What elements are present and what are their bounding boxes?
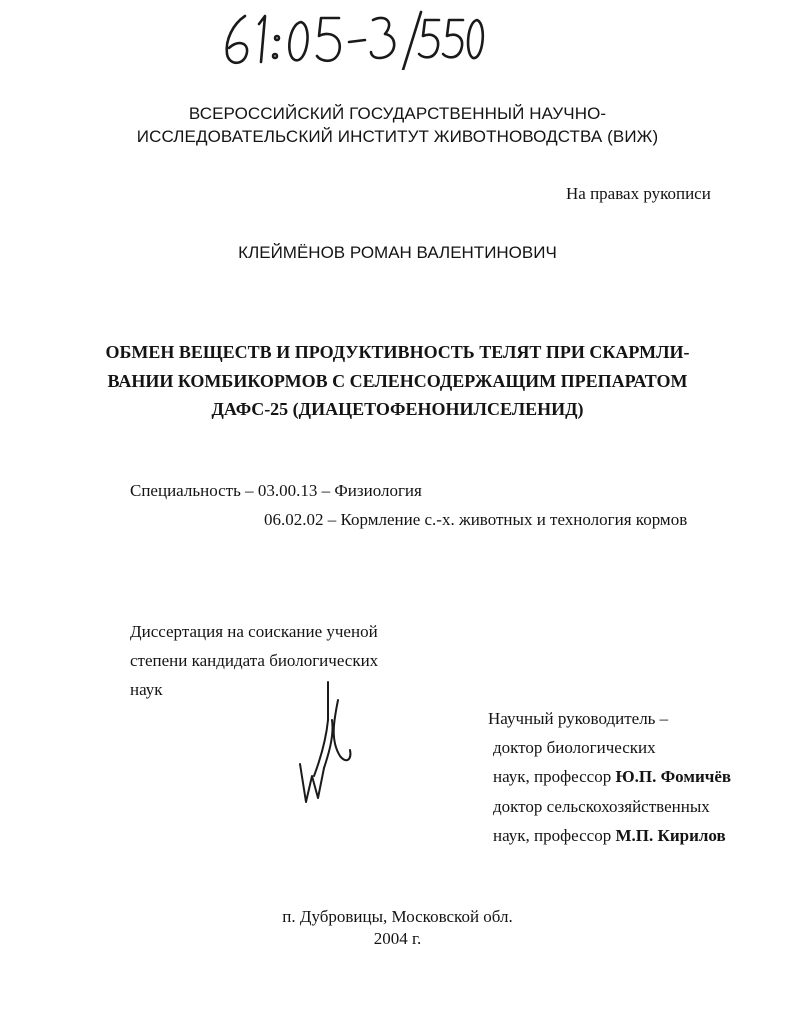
author-name: КЛЕЙМЁНОВ РОМАН ВАЛЕНТИНОВИЧ bbox=[238, 243, 557, 262]
title-line-3: ДАФС-25 (ДИАЦЕТОФЕНОНИЛСЕЛЕНИД) bbox=[211, 399, 584, 419]
title-line-2: ВАНИИ КОМБИКОРМОВ С СЕЛЕНСОДЕРЖАЩИМ ПРЕПАРАТОМ bbox=[107, 371, 688, 391]
supervisor-1-degree: доктор биологических bbox=[493, 738, 656, 757]
institution-line-1: ВСЕРОССИЙСКИЙ ГОСУДАРСТВЕННЫЙ НАУЧНО- bbox=[188, 104, 607, 123]
dissertation-line-2: степени кандидата биологических bbox=[130, 651, 379, 670]
supervisor-1-line bbox=[493, 767, 731, 787]
title-line-1: ОБМЕН ВЕЩЕСТВ И ПРОДУКТИВНОСТЬ ТЕЛЯТ ПРИ СКАРМЛИ- bbox=[105, 342, 690, 362]
dissertation-line-3: наук bbox=[130, 680, 163, 699]
place-of-publication: п. Дубровицы, Московской обл. bbox=[282, 907, 513, 926]
signature-image bbox=[290, 680, 370, 810]
institution-line-2: ИССЛЕДОВАТЕЛЬСКИЙ ИНСТИТУТ ЖИВОТНОВОДСТВА (ВИЖ) bbox=[136, 127, 659, 146]
handwritten-catalog-number bbox=[215, 8, 485, 70]
supervisor-heading: Научный руководитель – bbox=[488, 709, 669, 728]
dissertation-line-1: Диссертация на соискание ученой bbox=[130, 622, 378, 641]
supervisor-1-name: Ю.П. Фомичёв bbox=[615, 767, 732, 786]
specialty-line-1: Специальность – 03.00.13 – Физиология bbox=[130, 481, 422, 500]
supervisor-2-title: наук, профессор bbox=[493, 826, 616, 845]
supervisor-2-degree: доктор сельскохозяйственных bbox=[493, 797, 710, 816]
publication-year: 2004 г. bbox=[373, 929, 422, 948]
specialty-line-2: 06.02.02 – Кормление с.-х. животных и технология кормов bbox=[264, 510, 688, 529]
supervisor-1-title: наук, профессор bbox=[493, 767, 616, 786]
supervisor-2-name: М.П. Кирилов bbox=[615, 826, 726, 845]
manuscript-rights: На правах рукописи bbox=[566, 184, 711, 203]
supervisor-2-line bbox=[493, 826, 726, 846]
